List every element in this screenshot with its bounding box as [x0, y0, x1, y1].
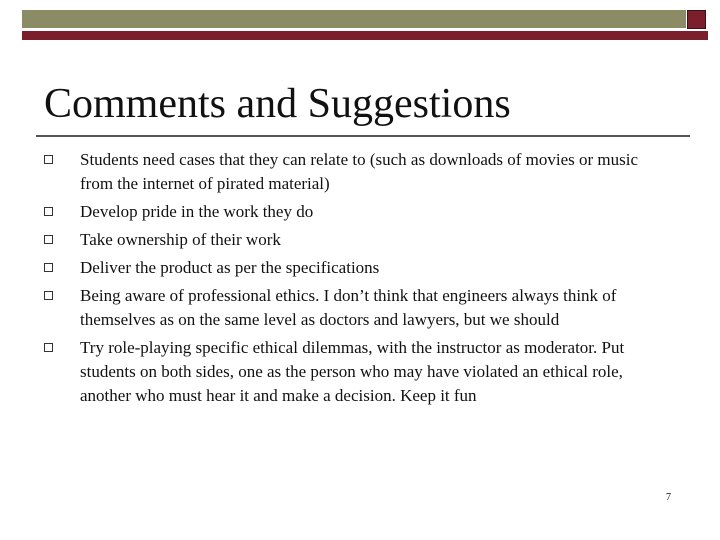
header-square-icon [687, 10, 706, 29]
bullet-item [44, 228, 664, 252]
bullet-text: Take ownership of their work [80, 230, 281, 249]
bullet-text: Being aware of professional ethics. I don’t think that engineers always think of themselves as on the same level as doctors and lawyers, but we should [80, 286, 617, 329]
page-number: 7 [666, 492, 671, 503]
bullet-item [44, 256, 664, 280]
bullet-item [44, 200, 664, 224]
square-bullet-icon [44, 155, 53, 164]
bullet-list [44, 148, 664, 412]
header-maroon-band [22, 31, 708, 40]
slide-title: Comments and Suggestions [44, 81, 511, 127]
bullet-item [44, 148, 664, 196]
bullet-text: Develop pride in the work they do [80, 202, 314, 221]
decorative-header-bar [22, 10, 708, 40]
square-bullet-icon [44, 291, 53, 300]
header-olive-band [22, 10, 686, 28]
bullet-text: Deliver the product as per the specifications [80, 258, 380, 277]
bullet-item [44, 336, 664, 408]
square-bullet-icon [44, 207, 53, 216]
square-bullet-icon [44, 343, 53, 352]
bullet-item [44, 284, 664, 332]
square-bullet-icon [44, 235, 53, 244]
title-underline [36, 135, 690, 137]
bullet-text: Students need cases that they can relate to (such as downloads of movies or music from the internet of pirated material) [80, 150, 639, 193]
square-bullet-icon [44, 263, 53, 272]
bullet-text: Try role-playing specific ethical dilemmas, with the instructor as moderator. Put students on both sides, one as the person who may have violated an ethical role, another who must hear it and make a decision. Keep it fun [80, 338, 625, 405]
